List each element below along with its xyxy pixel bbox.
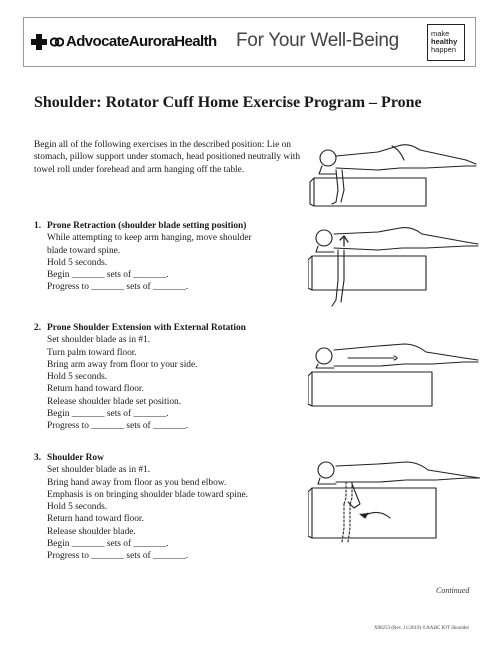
starting-position-illustration — [308, 130, 480, 210]
instruction-line: Set shoulder blade as in #1. — [47, 465, 151, 476]
instruction-line: Set shoulder blade as in #1. — [47, 335, 151, 346]
chain-link-logo-icon — [50, 37, 64, 47]
instruction-line: Bring arm away from floor to your side. — [47, 359, 198, 370]
instruction-line: blade toward spine. — [47, 245, 121, 256]
intro-paragraph: Begin all of the following exercises in the described position: Lie on stomach, pillow support under stomach, head positioned neutrally with towel roll under forehead and arm hanging off the table. — [34, 140, 301, 175]
exercise-number: 3. — [34, 453, 42, 463]
badge-line: happen — [431, 45, 457, 54]
badge-line: healthy — [431, 37, 458, 46]
exercise-1 — [34, 220, 304, 294]
exercise-title: Prone Shoulder Extension with External Rotation — [47, 323, 246, 333]
continued-note: Continued — [436, 586, 470, 595]
instruction-line: While attempting to keep arm hanging, move shoulder — [47, 233, 252, 244]
exercise-number: 1. — [34, 221, 42, 231]
sets-line: Begin _______ sets of _______. — [47, 539, 169, 550]
brand-name: AdvocateAuroraHealth — [66, 33, 217, 50]
cross-logo-icon — [31, 34, 47, 50]
exercise-3 — [34, 452, 304, 563]
progress-line: Progress to _______ sets of _______. — [47, 551, 189, 562]
shoulder-extension-illustration — [308, 338, 480, 420]
progress-line: Progress to _______ sets of _______. — [47, 282, 189, 293]
instruction-line: Release shoulder blade set position. — [47, 396, 182, 407]
badge-line: make — [431, 29, 450, 38]
instruction-line: Turn palm toward floor. — [47, 347, 137, 358]
footer-code: X08253 (Rev. 11/2019) ©AAHC IOT Shoulder — [374, 626, 470, 631]
instruction-line: Emphasis is on bringing shoulder blade toward spine. — [47, 489, 249, 500]
exercise-title: Prone Retraction (shoulder blade setting position) — [47, 221, 247, 231]
instruction-line: Return hand toward floor. — [47, 514, 144, 525]
exercise-title: Shoulder Row — [47, 453, 104, 463]
make-healthy-happen-badge — [427, 24, 465, 61]
instruction-line: Hold 5 seconds. — [47, 257, 108, 268]
instruction-line: Return hand toward floor. — [47, 384, 144, 395]
instruction-line: Bring hand away from floor as you bend elbow. — [47, 477, 227, 488]
shoulder-row-illustration — [308, 458, 480, 558]
sets-line: Begin _______ sets of _______. — [47, 409, 169, 420]
page-title: Shoulder: Rotator Cuff Home Exercise Program – Prone — [34, 94, 422, 111]
sets-line: Begin _______ sets of _______. — [47, 270, 169, 281]
exercise-number: 2. — [34, 323, 42, 333]
prone-retraction-illustration — [308, 218, 480, 313]
instruction-line: Release shoulder blade. — [47, 526, 136, 537]
tagline: For Your Well-Being — [236, 30, 399, 51]
progress-line: Progress to _______ sets of _______. — [47, 421, 189, 432]
header-banner — [23, 17, 476, 67]
instruction-line: Hold 5 seconds. — [47, 372, 108, 383]
instruction-line: Hold 5 seconds. — [47, 502, 108, 513]
exercise-2 — [34, 322, 304, 433]
